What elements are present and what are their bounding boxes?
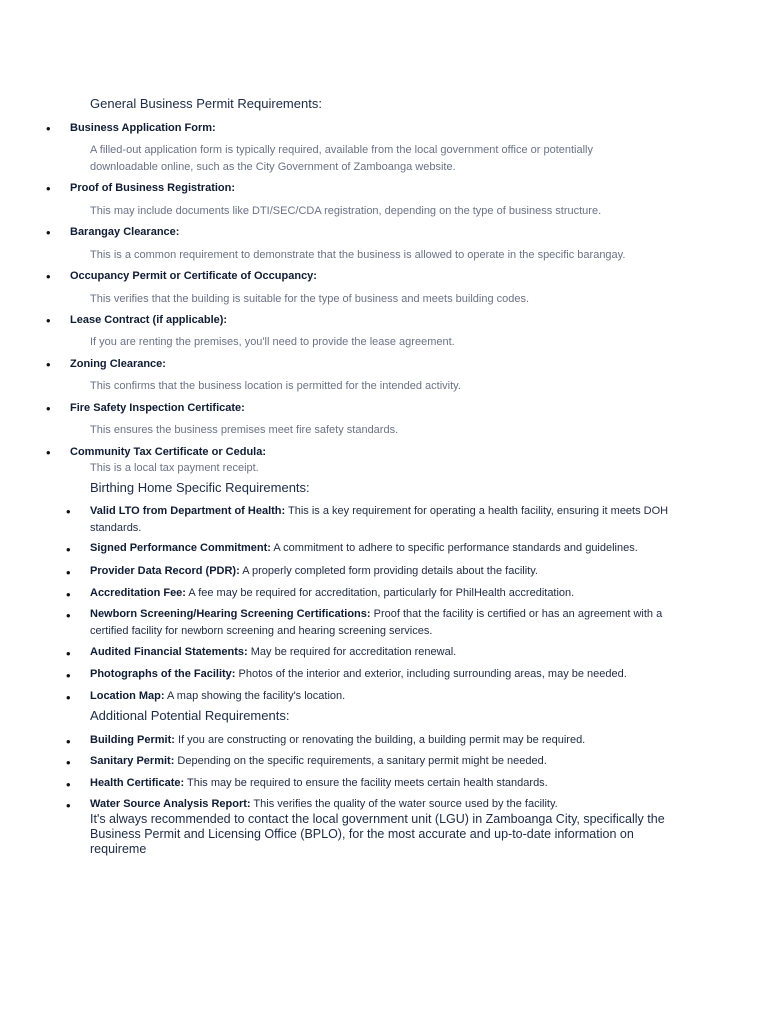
additional-item [90, 732, 680, 749]
bullet-icon: • [46, 181, 51, 196]
birthing-item [90, 606, 680, 640]
birthing-item-label: Audited Financial Statements: [90, 646, 248, 658]
birthing-item-label: Provider Data Record (PDR): [90, 565, 240, 577]
general-item-desc: If you are renting the premises, you'll need to provide the lease agreement. [90, 336, 455, 348]
bullet-icon: • [46, 225, 51, 240]
bullet-icon: • [66, 777, 71, 792]
additional-item-text: If you are constructing or renovating the building, a building permit may be required. [174, 734, 586, 746]
additional-item-label: Health Certificate: [90, 777, 185, 789]
bullet-icon: • [66, 690, 71, 705]
birthing-item [90, 644, 680, 661]
section-heading-additional: Additional Potential Requirements: [90, 708, 290, 723]
bullet-icon: • [66, 755, 71, 770]
birthing-item-text: Photos of the interior and exterior, including surrounding areas, may be needed. [235, 668, 627, 680]
bullet-icon: • [66, 668, 71, 683]
birthing-item-text: A properly completed form providing details about the facility. [239, 565, 538, 577]
birthing-item-text: This is a key requirement for operating a health facility, ensuring it meets DOH standards. [90, 505, 669, 534]
additional-item [90, 775, 680, 792]
birthing-item-text: A fee may be required for accreditation, particularly for PhilHealth accreditation. [185, 587, 575, 599]
birthing-item-label: Location Map: [90, 690, 165, 702]
birthing-item-text: A commitment to adhere to specific performance standards and guidelines. [270, 542, 638, 554]
bullet-icon: • [46, 357, 51, 372]
general-item-desc: This confirms that the business location is permitted for the intended activity. [90, 380, 461, 392]
general-item-desc: This is a local tax payment receipt. [90, 462, 259, 474]
general-item-label: Fire Safety Inspection Certificate: [70, 402, 245, 414]
birthing-item-label: Signed Performance Commitment: [90, 542, 271, 554]
birthing-item [90, 540, 680, 557]
bullet-icon: • [66, 608, 71, 623]
additional-item-text: This may be required to ensure the facility meets certain health standards. [184, 777, 548, 789]
closing-paragraph: It's always recommended to contact the local government unit (LGU) in Zamboanga City, specifically the Business Permit and Licensing Office (BPLO), for the most accurate and up-to-date information on requireme [90, 812, 665, 856]
birthing-item-label: Accreditation Fee: [90, 587, 186, 599]
bullet-icon: • [66, 587, 71, 602]
section-heading-general: General Business Permit Requirements: [90, 96, 322, 111]
general-item-desc: This ensures the business premises meet fire safety standards. [90, 424, 399, 436]
birthing-item [90, 585, 680, 602]
additional-item [90, 796, 680, 813]
birthing-item-label: Photographs of the Facility: [90, 668, 236, 680]
birthing-item [90, 563, 680, 580]
general-item-desc: A filled-out application form is typically required, available from the local government office or potentially downloadable online, such as the City Government of Zamboanga website. [90, 144, 593, 173]
general-item-label: Lease Contract (if applicable): [70, 314, 228, 326]
birthing-item-text: Proof that the facility is certified or has an agreement with a certified facility for newborn screening and hearing screening services. [90, 608, 663, 637]
additional-item-label: Sanitary Permit: [90, 755, 175, 767]
additional-item-text: This verifies the quality of the water source used by the facility. [250, 798, 558, 810]
general-item-desc: This verifies that the building is suitable for the type of business and meets building codes. [90, 293, 530, 305]
bullet-icon: • [66, 798, 71, 813]
additional-item-text: Depending on the specific requirements, a sanitary permit might be needed. [174, 755, 547, 767]
bullet-icon: • [46, 121, 51, 136]
bullet-icon: • [66, 646, 71, 661]
general-item-label: Business Application Form: [70, 122, 216, 134]
birthing-item-label: Newborn Screening/Hearing Screening Certifications: [90, 608, 371, 620]
birthing-item [90, 503, 680, 537]
bullet-icon: • [66, 504, 71, 519]
general-item-label: Occupancy Permit or Certificate of Occupancy: [70, 270, 317, 282]
birthing-item-text: A map showing the facility's location. [164, 690, 346, 702]
additional-item-label: Water Source Analysis Report: [90, 798, 251, 810]
bullet-icon: • [66, 565, 71, 580]
general-item-desc: This is a common requirement to demonstrate that the business is allowed to operate in the specific barangay. [90, 249, 626, 261]
bullet-icon: • [66, 542, 71, 557]
bullet-icon: • [46, 401, 51, 416]
birthing-item [90, 688, 680, 705]
bullet-icon: • [46, 269, 51, 284]
additional-item [90, 753, 680, 770]
general-item-label: Community Tax Certificate or Cedula: [70, 446, 266, 458]
bullet-icon: • [46, 445, 51, 460]
birthing-item-text: May be required for accreditation renewal. [247, 646, 457, 658]
bullet-icon: • [66, 734, 71, 749]
birthing-item-label: Valid LTO from Department of Health: [90, 505, 286, 517]
section-heading-birthing: Birthing Home Specific Requirements: [90, 480, 310, 495]
general-item-label: Proof of Business Registration: [70, 182, 236, 194]
birthing-item [90, 666, 680, 683]
general-item-label: Barangay Clearance: [70, 226, 180, 238]
additional-item-label: Building Permit: [90, 734, 175, 746]
general-item-desc: This may include documents like DTI/SEC/CDA registration, depending on the type of business structure. [90, 205, 602, 217]
general-item-label: Zoning Clearance: [70, 358, 166, 370]
bullet-icon: • [46, 313, 51, 328]
